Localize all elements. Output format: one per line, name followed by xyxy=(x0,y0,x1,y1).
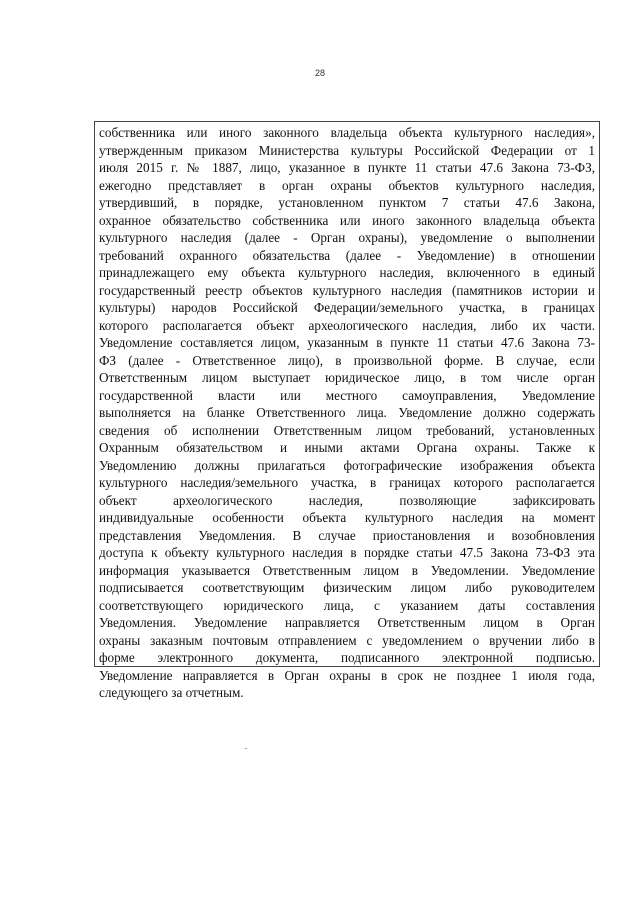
text-line: утвержденным приказом Министерства культуры Российской Федерации от 1 xyxy=(99,142,595,158)
text-line: соответствующего юридического лица, с указанием даты составления xyxy=(99,597,595,613)
text-line: государственный реестр объектов культурного наследия (памятников истории и xyxy=(99,282,595,298)
text-line: Охранным обязательством и иными актами Органа охраны. Также к xyxy=(99,440,595,455)
text-line: государственной власти или местного самоуправления, Уведомление xyxy=(99,387,595,403)
text-line: ежегодно представляет в орган охраны объектов культурного наследия, xyxy=(99,177,595,193)
text-line: доступа к объекту культурного наследия в порядке статьи 47.5 Закона 73-ФЗ эта xyxy=(99,545,595,560)
text-line: июля 2015 г. № 1887, лицо, указанное в пункте 11 статьи 47.6 Закона 73-ФЗ, xyxy=(99,160,595,175)
text-line: Уведомление направляется в Орган охраны в срок не позднее 1 июля года, xyxy=(99,667,595,683)
text-line: культурного наследия (далее - Орган охраны), уведомление о выполнении xyxy=(99,230,595,245)
text-line: сведения об исполнении Ответственным лицом требований, установленных xyxy=(99,422,595,438)
text-line: Уведомлению должны прилагаться фотографические изображения объекта xyxy=(99,457,595,473)
text-line: объект археологического наследия, позволяющие зафиксировать xyxy=(99,492,595,508)
text-line: следующего за отчетным. xyxy=(99,685,244,700)
text-line: Уведомление составляется лицом, указанным в пункте 11 статьи 47.6 Закона 73- xyxy=(99,335,595,350)
text-line: информация указывается Ответственным лицом в Уведомлении. Уведомление xyxy=(99,562,595,578)
text-line: форме электронного документа, подписанного электронной подписью. xyxy=(99,650,595,665)
text-line: представления Уведомления. В случае приостановления и возобновления xyxy=(99,527,595,543)
scan-artifact-dot xyxy=(245,748,247,749)
text-line: индивидуальные особенности объекта культурного наследия на момент xyxy=(99,510,595,525)
text-line: утвердивший, в порядке, установленном пунктом 7 статьи 47.6 Закона, xyxy=(99,195,595,210)
bordered-text-block xyxy=(94,121,600,700)
text-line: Ответственным лицом выступает юридическое лицо, в том числе орган xyxy=(99,370,595,385)
text-line: культуры) народов Российской Федерации/земельного участка, в границах xyxy=(99,300,595,315)
page-number: 28 xyxy=(314,68,325,78)
text-line: охранное обязательство собственника или иного законного владельца объекта xyxy=(99,212,595,228)
text-line: требований охранного обязательства (далее - Уведомление) в отношении xyxy=(99,247,595,263)
text-line: которого располагается объект археологического наследия, либо их части. xyxy=(99,317,595,333)
text-line: охраны заказным почтовым отправлением с уведомлением о вручении либо в xyxy=(99,632,595,648)
text-line: выполняется на бланке Ответственного лица. Уведомление должно содержать xyxy=(99,405,595,420)
text-line: подписывается соответствующим физическим лицом либо руководителем xyxy=(99,580,595,595)
text-line: ФЗ (далее - Ответственное лицо), в произвольной форме. В случае, если xyxy=(99,352,595,368)
text-line: Уведомления. Уведомление направляется Ответственным лицом в Орган xyxy=(99,615,595,630)
text-line: принадлежащего ему объекта культурного наследия, включенного в единый xyxy=(99,265,595,280)
text-line: собственника или иного законного владельца объекта культурного наследия», xyxy=(99,125,595,140)
text-line: культурного наследия/земельного участка, в границах которого располагается xyxy=(99,475,595,490)
